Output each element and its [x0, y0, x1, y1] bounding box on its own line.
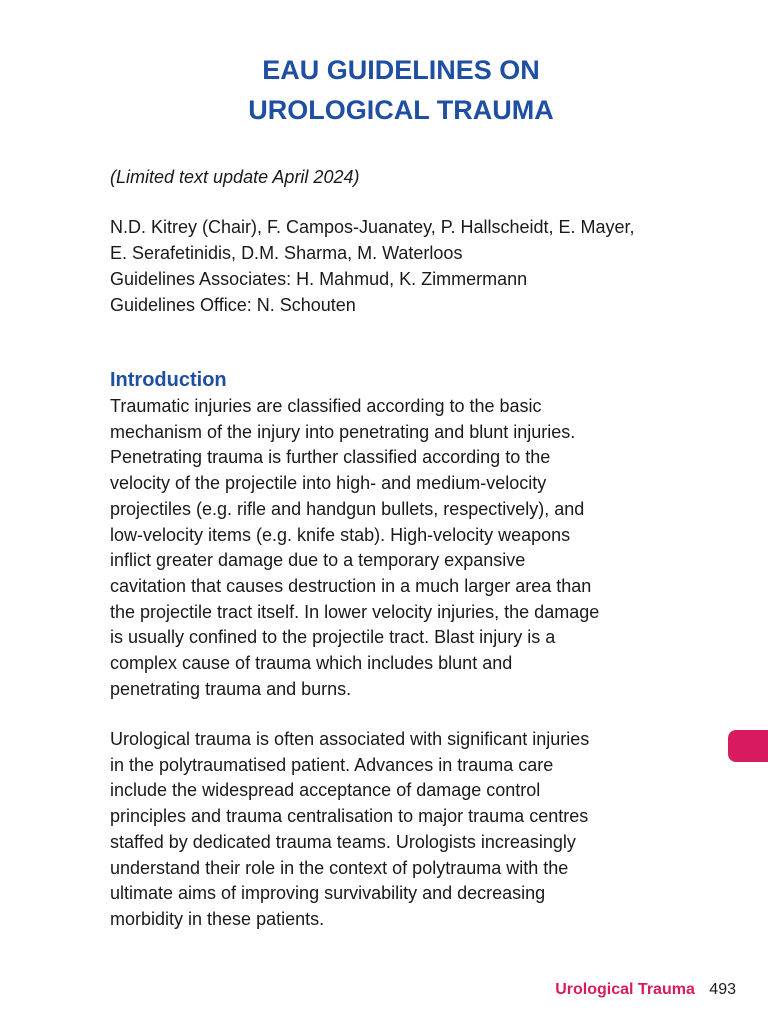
text-line: velocity of the projectile into high- and medium-velocity — [110, 473, 547, 494]
authors-line: E. Serafetinidis, D.M. Sharma, M. Waterloos — [110, 243, 463, 263]
text-line: projectiles (e.g. rifle and handgun bullets, respectively), and — [110, 498, 585, 519]
introduction-paragraph-1 — [110, 394, 599, 702]
text-line: low-velocity items (e.g. knife stab). High-velocity weapons — [110, 524, 571, 545]
text-line: complex cause of trauma which includes blunt and — [110, 653, 513, 674]
text-line: Traumatic injuries are classified according to the basic — [110, 396, 542, 416]
text-line: in the polytraumatised patient. Advances in trauma care — [110, 754, 554, 775]
chapter-tab-marker — [728, 730, 768, 762]
text-line: staffed by dedicated trauma teams. Urologists increasingly — [110, 831, 576, 852]
text-line: morbidity in these patients. — [110, 908, 325, 929]
page-footer — [555, 979, 736, 1001]
text-line: Penetrating trauma is further classified according to the — [110, 447, 551, 468]
associates-line: Guidelines Associates: H. Mahmud, K. Zimmermann — [110, 269, 528, 289]
authors-block — [110, 214, 635, 318]
text-line: inflict greater damage due to a temporary expansive — [110, 550, 526, 571]
text-line: is usually confined to the projectile tract. Blast injury is a — [110, 627, 556, 648]
text-line: mechanism of the injury into penetrating and blunt injuries. — [110, 421, 576, 442]
update-note: (Limited text update April 2024) — [110, 167, 360, 187]
text-line: ultimate aims of improving survivability and decreasing — [110, 883, 546, 904]
title-line-1: EAU GUIDELINES ON — [262, 55, 540, 85]
text-line: understand their role in the context of polytrauma with the — [110, 857, 569, 878]
text-line: principles and trauma centralisation to major trauma centres — [110, 806, 589, 827]
text-line: include the widespread acceptance of damage control — [110, 780, 541, 801]
text-line: Urological trauma is often associated with significant injuries — [110, 729, 590, 749]
introduction-paragraph-2 — [110, 727, 589, 933]
authors-line: N.D. Kitrey (Chair), F. Campos-Juanatey, P. Hallscheidt, E. Mayer, — [110, 217, 635, 237]
text-line: cavitation that causes destruction in a much larger area than — [110, 575, 592, 596]
text-line: the projectile tract itself. In lower velocity injuries, the damage — [110, 601, 600, 622]
introduction-heading: Introduction — [110, 369, 227, 391]
page-number: 493 — [709, 981, 736, 998]
title-line-2: UROLOGICAL TRAUMA — [248, 95, 554, 125]
page-title — [0, 50, 768, 130]
office-line: Guidelines Office: N. Schouten — [110, 295, 356, 315]
footer-section-title: Urological Trauma — [555, 981, 695, 998]
text-line: penetrating trauma and burns. — [110, 678, 352, 699]
